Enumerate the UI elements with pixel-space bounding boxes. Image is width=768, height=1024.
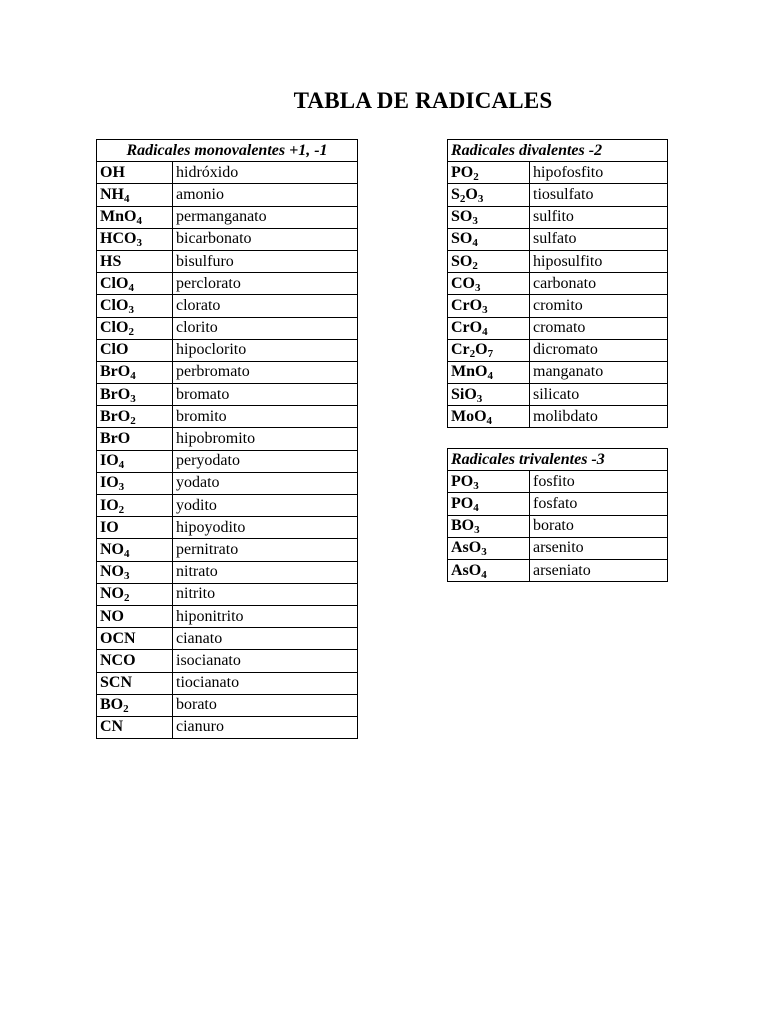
table-row xyxy=(97,672,358,694)
radical-formula: $IO_3$ xyxy=(97,472,173,494)
radical-formula: MoO$_4$ xyxy=(448,406,530,428)
radical-formula: MnO$_4$ xyxy=(97,206,173,228)
radical-formula: AsO$_4$ xyxy=(448,559,530,581)
radical-formula: IO xyxy=(97,517,173,539)
table-header: Radicales trivalentes -3 xyxy=(448,449,668,471)
table-row xyxy=(97,295,358,317)
radical-name: bisulfuro xyxy=(173,250,358,272)
radical-name: nitrito xyxy=(173,583,358,605)
radical-name: cromato xyxy=(530,317,668,339)
radical-formula: $NO_3$ xyxy=(97,561,173,583)
radical-name: arseniato xyxy=(530,559,668,581)
radical-formula: BrO$_3$ xyxy=(97,384,173,406)
radical-name: sulfito xyxy=(530,206,668,228)
radical-name: tiosulfato xyxy=(530,184,668,206)
table-row xyxy=(448,295,668,317)
radical-name: hipoyodito xyxy=(173,517,358,539)
table-row xyxy=(448,361,668,383)
radical-formula: CrO$_4$ xyxy=(448,317,530,339)
table-row xyxy=(97,694,358,716)
table-row xyxy=(448,537,668,559)
radical-formula: $NH_4$ xyxy=(97,184,173,206)
radical-name: perbromato xyxy=(173,361,358,383)
table-row xyxy=(97,384,358,406)
radical-formula: OH xyxy=(97,162,173,184)
radical-formula: ClO xyxy=(97,339,173,361)
radical-name: yodato xyxy=(173,472,358,494)
table-row xyxy=(97,716,358,738)
table-row xyxy=(97,406,358,428)
radical-name: bromato xyxy=(173,384,358,406)
table-header-row xyxy=(97,140,358,162)
radical-formula: NCO xyxy=(97,650,173,672)
radical-name: cianato xyxy=(173,628,358,650)
radical-formula: $S_2O_3$ xyxy=(448,184,530,206)
radical-name: hiponitrito xyxy=(173,605,358,627)
monovalent-radicals-table xyxy=(96,139,358,739)
table-row xyxy=(97,472,358,494)
radical-formula: SCN xyxy=(97,672,173,694)
radical-formula: $Cr_2O_7$ xyxy=(448,339,530,361)
radical-formula: $PO_2$ xyxy=(448,162,530,184)
radical-formula: $SO_2$ xyxy=(448,250,530,272)
radical-name: borato xyxy=(173,694,358,716)
radical-formula: NO xyxy=(97,605,173,627)
table-row xyxy=(97,162,358,184)
table-row xyxy=(97,539,358,561)
radical-formula: CrO$_3$ xyxy=(448,295,530,317)
radical-formula: OCN xyxy=(97,628,173,650)
table-row xyxy=(97,273,358,295)
radical-name: dicromato xyxy=(530,339,668,361)
radical-formula: $SO_4$ xyxy=(448,228,530,250)
radical-formula: $CO_3$ xyxy=(448,273,530,295)
table-row xyxy=(97,317,358,339)
table-row xyxy=(448,339,668,361)
radical-name: permanganato xyxy=(173,206,358,228)
table-row xyxy=(448,515,668,537)
table-row xyxy=(97,561,358,583)
table-row xyxy=(97,428,358,450)
radical-formula: $BO_2$ xyxy=(97,694,173,716)
table-row xyxy=(97,583,358,605)
radical-formula: ClO$_3$ xyxy=(97,295,173,317)
radical-formula: $IO_2$ xyxy=(97,495,173,517)
radical-name: hidróxido xyxy=(173,162,358,184)
radical-name: cianuro xyxy=(173,716,358,738)
table-row xyxy=(448,471,668,493)
radical-formula: BrO$_2$ xyxy=(97,406,173,428)
radical-name: hipoclorito xyxy=(173,339,358,361)
table-row xyxy=(97,450,358,472)
table-row xyxy=(97,206,358,228)
table-row xyxy=(97,250,358,272)
radical-formula: $BO_3$ xyxy=(448,515,530,537)
radical-name: hipofosfito xyxy=(530,162,668,184)
radical-formula: $NO_2$ xyxy=(97,583,173,605)
table-row xyxy=(448,317,668,339)
trivalent-radicals-table xyxy=(447,448,668,582)
radical-formula: CN xyxy=(97,716,173,738)
radical-name: pernitrato xyxy=(173,539,358,561)
radical-name: bicarbonato xyxy=(173,228,358,250)
radical-name: yodito xyxy=(173,495,358,517)
table-row xyxy=(448,228,668,250)
table-row xyxy=(448,162,668,184)
divalent-radicals-table xyxy=(447,139,668,428)
radical-name: hipobromito xyxy=(173,428,358,450)
table-row xyxy=(97,184,358,206)
table-row xyxy=(448,250,668,272)
table-header-row xyxy=(448,449,668,471)
radical-name: borato xyxy=(530,515,668,537)
radical-formula: BrO$_4$ xyxy=(97,361,173,383)
table-row xyxy=(448,384,668,406)
table-row xyxy=(97,361,358,383)
radical-name: cromito xyxy=(530,295,668,317)
table-row xyxy=(448,184,668,206)
radical-name: clorato xyxy=(173,295,358,317)
table-row xyxy=(448,406,668,428)
radical-formula: ClO$_2$ xyxy=(97,317,173,339)
radical-name: perclorato xyxy=(173,273,358,295)
table-row xyxy=(97,605,358,627)
table-row xyxy=(448,559,668,581)
table-header: Radicales monovalentes +1, -1 xyxy=(97,140,358,162)
radical-name: nitrato xyxy=(173,561,358,583)
radical-formula: $HCO_3$ xyxy=(97,228,173,250)
radical-name: arsenito xyxy=(530,537,668,559)
page-title: TABLA DE RADICALES xyxy=(293,88,553,113)
table-row xyxy=(97,495,358,517)
radical-formula: BrO xyxy=(97,428,173,450)
table-header-row xyxy=(448,140,668,162)
radical-formula: $SO_3$ xyxy=(448,206,530,228)
table-row xyxy=(448,273,668,295)
radical-formula: $IO_4$ xyxy=(97,450,173,472)
radical-formula: HS xyxy=(97,250,173,272)
radical-formula: ClO$_4$ xyxy=(97,273,173,295)
table-row xyxy=(97,650,358,672)
radical-name: clorito xyxy=(173,317,358,339)
radical-name: sulfato xyxy=(530,228,668,250)
radical-formula: AsO$_3$ xyxy=(448,537,530,559)
radical-name: hiposulfito xyxy=(530,250,668,272)
table-row xyxy=(97,517,358,539)
radical-name: molibdato xyxy=(530,406,668,428)
radical-name: tiocianato xyxy=(173,672,358,694)
radical-formula: MnO$_4$ xyxy=(448,361,530,383)
radical-formula: $PO_4$ xyxy=(448,493,530,515)
radical-name: fosfito xyxy=(530,471,668,493)
table-header: Radicales divalentes -2 xyxy=(448,140,668,162)
table-row xyxy=(97,339,358,361)
radical-name: isocianato xyxy=(173,650,358,672)
table-row xyxy=(448,493,668,515)
radical-name: manganato xyxy=(530,361,668,383)
radical-name: peryodato xyxy=(173,450,358,472)
radical-formula: $PO_3$ xyxy=(448,471,530,493)
radical-formula: SiO$_3$ xyxy=(448,384,530,406)
table-row xyxy=(448,206,668,228)
radical-name: bromito xyxy=(173,406,358,428)
radical-name: carbonato xyxy=(530,273,668,295)
table-row xyxy=(97,228,358,250)
radical-formula: $NO_4$ xyxy=(97,539,173,561)
radical-name: amonio xyxy=(173,184,358,206)
radical-name: silicato xyxy=(530,384,668,406)
table-row xyxy=(97,628,358,650)
radical-name: fosfato xyxy=(530,493,668,515)
